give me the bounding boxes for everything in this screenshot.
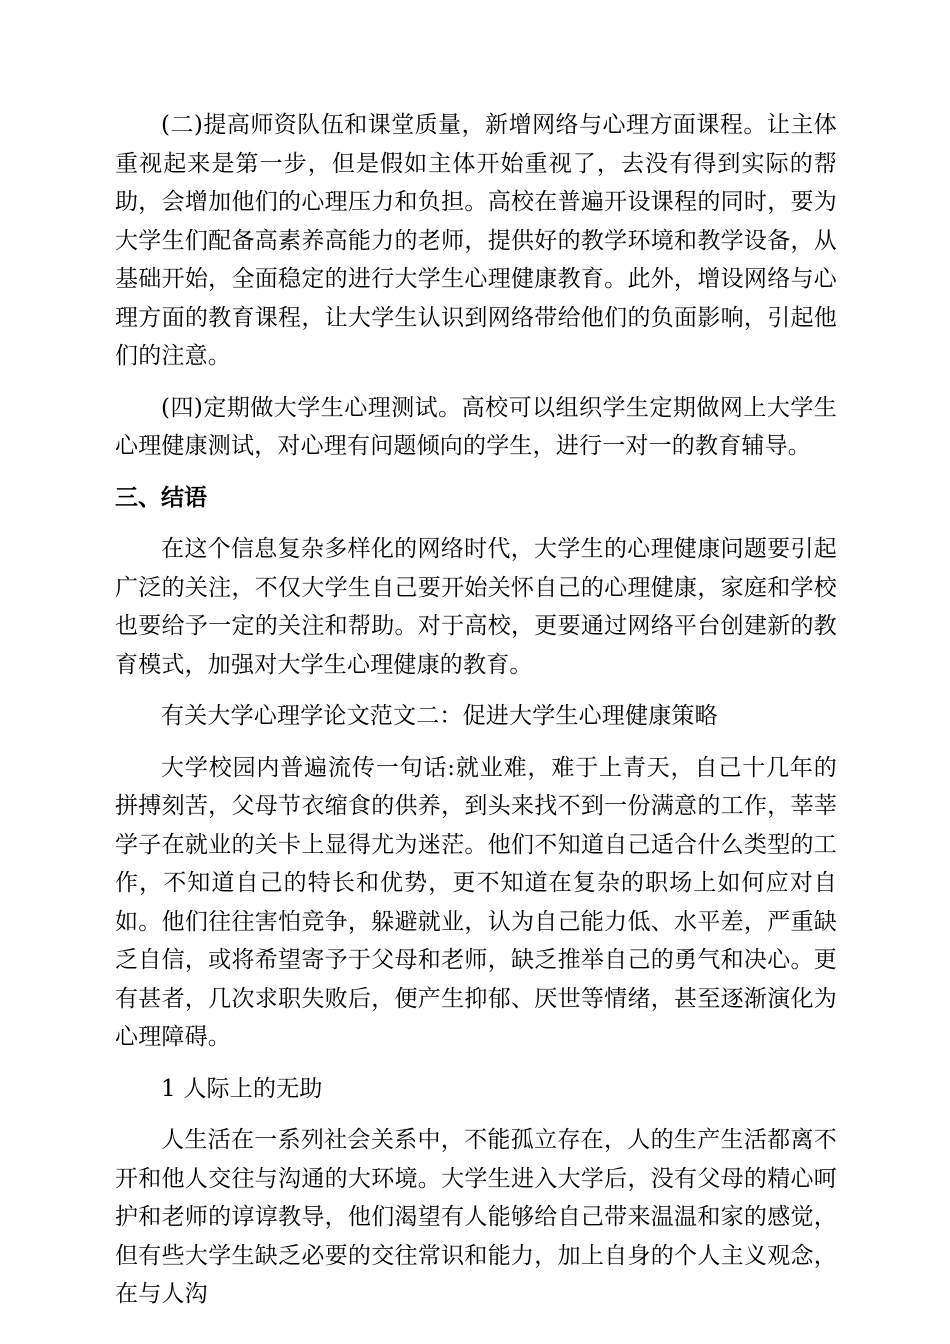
paragraph-employment: 大学校园内普遍流传一句话:就业难，难于上青天，自己十几年的拼搏刻苦，父母节衣缩食的供养，到头来找不到一份满意的工作，莘莘学子在就业的关卡上显得尤为迷茫。他们不知道自己适合什么类型的工作，不知道自己的特长和优势，更不知道在复杂的职场上如何应对自如。他们往往害怕竞争，躲避就业，认为自己能力低、水平差，严重缺乏自信，或将希望寄予于父母和老师，缺乏推举自己的勇气和决心。更有甚者，几次求职失败后，便产生抑郁、厌世等情绪，甚至逐渐演化为心理障碍。 xyxy=(115,754,837,1050)
paragraph-teacher-quality: (二)提高师资队伍和课堂质量，新增网络与心理方面课程。让主体重视起来是第一步，但是假如主体开始重视了，去没有得到实际的帮助，会增加他们的心理压力和负担。高校在普遍开设课程的同时，要为大学生们配备高素养高能力的老师，提供好的教学环境和教学设备，从基础开始，全面稳定的进行大学生心理健康教育。此外，增设网络与心理方面的教育课程，让大学生认识到网络带给他们的负面影响，引起他们的注意。 xyxy=(115,112,837,369)
paragraph-conclusion: 在这个信息复杂多样化的网络时代，大学生的心理健康问题要引起广泛的关注，不仅大学生自己要开始关怀自己的心理健康，家庭和学校也要给予一定的关注和帮助。对于高校，更要通过网络平台创建新的教育模式，加强对大学生心理健康的教育。 xyxy=(115,536,837,678)
subheading-interpersonal: 1 人际上的无助 xyxy=(161,1075,323,1102)
paragraph-interpersonal: 人生活在一系列社会关系中，不能孤立存在，人的生产生活都离不开和他人交往与沟通的大环境。大学生进入大学后，没有父母的精心呵护和老师的谆谆教导，他们渴望有人能够给自己带来温温和家的感觉，但有些大学生缺乏必要的交往常识和能力，加上自身的个人主义观念，在与人沟 xyxy=(115,1127,837,1307)
paragraph-essay-two-title: 有关大学心理学论文范文二：促进大学生心理健康策略 xyxy=(161,703,718,729)
document-body xyxy=(115,106,837,1314)
paragraph-psych-test: (四)定期做大学生心理测试。高校可以组织学生定期做网上大学生心理健康测试，对心理有问题倾向的学生，进行一对一的教育辅导。 xyxy=(115,394,837,459)
section-heading-conclusion: 三、结语 xyxy=(115,484,207,511)
